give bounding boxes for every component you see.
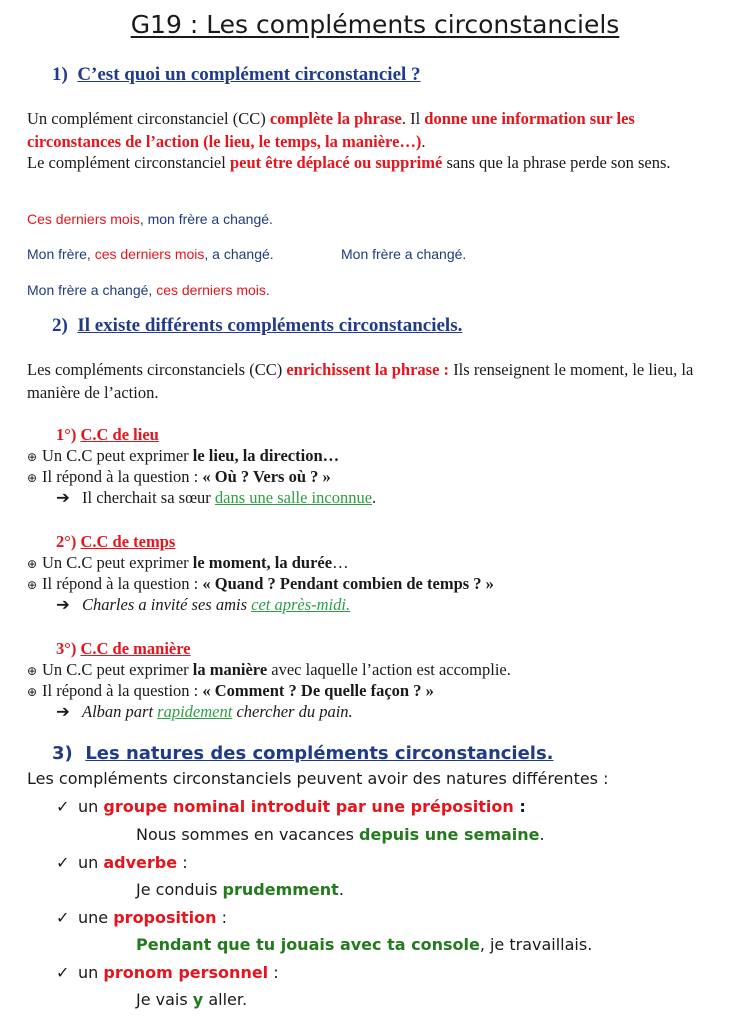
arrow-right-icon: ➔ bbox=[56, 488, 70, 507]
cc-temps-example: ➔ Charles a invité ses amis cet après-midi. bbox=[56, 595, 351, 614]
section-3-number: 3) bbox=[52, 743, 73, 764]
section-1-paragraph-2: Le complément circonstanciel peut être déplacé ou supprimé sans que la phrase perde son sens. bbox=[27, 153, 671, 172]
cc-maniere-example: ➔ Alban part rapidement chercher du pain. bbox=[56, 702, 353, 721]
section-1-heading bbox=[52, 64, 421, 86]
cc-lieu-example: ➔ Il cherchait sa sœur dans une salle inconnue. bbox=[56, 488, 377, 507]
cc-maniere-heading: 3°) C.C de manière bbox=[56, 639, 191, 658]
cc-lieu-line-2: ⊕ Il répond à la question : « Où ? Vers où ? » bbox=[27, 465, 331, 490]
nature-example-4: Je vais y aller. bbox=[136, 990, 248, 1009]
nature-example-3: Pendant que tu jouais avec ta console, je travaillais. bbox=[136, 935, 593, 954]
section-3-heading bbox=[52, 743, 554, 764]
cross-bullet-icon: ⊕ bbox=[27, 685, 38, 699]
page-title: G19 : Les compléments circonstanciels bbox=[130, 10, 620, 39]
section-1-title: C’est quoi un complément circonstanciel ? bbox=[77, 64, 421, 85]
section-1-number: 1) bbox=[52, 64, 68, 85]
cross-bullet-icon: ⊕ bbox=[27, 471, 38, 485]
cross-bullet-icon: ⊕ bbox=[27, 664, 38, 678]
section-1-paragraph-1: Un complément circonstanciel (CC) complète la phrase. Il donne une information sur les circonstances de l’action (le lieu, le temps, la manière…). bbox=[27, 109, 635, 151]
cc-lieu-line-1: ⊕ Un C.C peut exprimer le lieu, la direction… bbox=[27, 444, 339, 469]
section-2-number: 2) bbox=[52, 315, 68, 336]
nature-example-1: Nous sommes en vacances depuis une semaine. bbox=[136, 825, 545, 844]
cc-lieu-heading: 1°) C.C de lieu bbox=[56, 425, 159, 444]
nature-item-3: ✓ une proposition : bbox=[56, 908, 228, 927]
nature-item-2: ✓ un adverbe : bbox=[56, 853, 188, 872]
section-3-title: Les natures des compléments circonstanciels. bbox=[85, 743, 554, 764]
checkmark-icon: ✓ bbox=[56, 853, 70, 872]
arrow-right-icon: ➔ bbox=[56, 595, 70, 614]
cross-bullet-icon: ⊕ bbox=[27, 578, 38, 592]
nature-item-1: ✓ un groupe nominal introduit par une préposition : bbox=[56, 797, 526, 816]
cc-maniere-line-2: ⊕ Il répond à la question : « Comment ? De quelle façon ? » bbox=[27, 679, 434, 704]
example-3: Mon frère a changé. bbox=[341, 246, 467, 262]
cross-bullet-icon: ⊕ bbox=[27, 450, 38, 464]
checkmark-icon: ✓ bbox=[56, 797, 70, 816]
example-4: Mon frère a changé, ces derniers mois. bbox=[27, 282, 270, 298]
checkmark-icon: ✓ bbox=[56, 908, 70, 927]
section-2-heading bbox=[52, 315, 462, 337]
checkmark-icon: ✓ bbox=[56, 963, 70, 982]
section-3-intro: Les compléments circonstanciels peuvent avoir des natures différentes : bbox=[27, 769, 609, 788]
example-2: Mon frère, ces derniers mois, a changé. bbox=[27, 246, 274, 262]
example-1: Ces derniers mois, mon frère a changé. bbox=[27, 211, 273, 227]
section-2-intro: Les compléments circonstanciels (CC) enrichissent la phrase : Ils renseignent le moment, le lieu, la manière de l’action. bbox=[27, 360, 694, 402]
cross-bullet-icon: ⊕ bbox=[27, 557, 38, 571]
nature-item-4: ✓ un pronom personnel : bbox=[56, 963, 279, 982]
cc-temps-line-1: ⊕ Un C.C peut exprimer le moment, la durée… bbox=[27, 551, 349, 576]
cc-temps-heading: 2°) C.C de temps bbox=[56, 532, 176, 551]
arrow-right-icon: ➔ bbox=[56, 702, 70, 721]
nature-example-2: Je conduis prudemment. bbox=[136, 880, 344, 899]
cc-maniere-line-1: ⊕ Un C.C peut exprimer la manière avec laquelle l’action est accomplie. bbox=[27, 658, 511, 683]
section-2-title: Il existe différents compléments circonstanciels. bbox=[77, 315, 463, 336]
cc-temps-line-2: ⊕ Il répond à la question : « Quand ? Pendant combien de temps ? » bbox=[27, 572, 494, 597]
